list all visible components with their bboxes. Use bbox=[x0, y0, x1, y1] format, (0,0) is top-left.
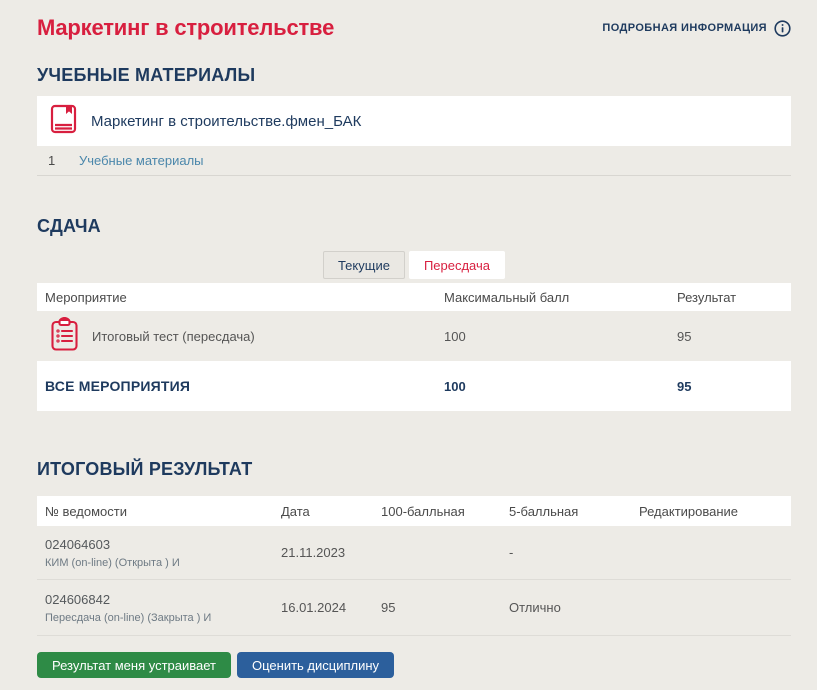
submission-total-row bbox=[37, 361, 791, 411]
materials-card-title: Маркетинг в строительстве.фмен_БАК bbox=[91, 112, 362, 130]
score-100: 95 bbox=[381, 600, 396, 615]
tab-current[interactable]: Текущие bbox=[323, 251, 405, 279]
event-result: 95 bbox=[677, 328, 692, 344]
final-table-header bbox=[37, 496, 791, 526]
ledger-date: 21.11.2023 bbox=[281, 545, 346, 560]
page-title: Маркетинг в строительстве bbox=[37, 15, 335, 40]
col-result: Результат bbox=[677, 289, 737, 305]
total-label: ВСЕ МЕРОПРИЯТИЯ bbox=[45, 378, 191, 394]
col-editing: Редактирование bbox=[639, 503, 739, 519]
ledger-type: Пересдача (on-line) (Закрыта ) И bbox=[45, 611, 212, 624]
col-scale-100: 100-балльная bbox=[381, 503, 465, 519]
accept-result-button[interactable]: Результат меня устраивает bbox=[37, 652, 231, 678]
materials-card[interactable] bbox=[37, 96, 791, 146]
table-row bbox=[37, 580, 791, 636]
clipboard-list-icon bbox=[50, 317, 79, 355]
submission-table bbox=[37, 283, 791, 411]
final-result-heading: ИТОГОВЫЙ РЕЗУЛЬТАТ bbox=[37, 459, 253, 479]
event-max-score: 100 bbox=[444, 328, 466, 344]
score-5: Отлично bbox=[509, 600, 561, 615]
topbar bbox=[37, 0, 791, 41]
col-scale-5: 5-балльная bbox=[509, 503, 579, 519]
table-row bbox=[37, 311, 791, 361]
col-max-score: Максимальный балл bbox=[444, 289, 570, 305]
ledger-type: КИМ (on-line) (Открыта ) И bbox=[45, 556, 180, 569]
tab-retake[interactable]: Пересдача bbox=[409, 251, 505, 279]
materials-heading: УЧЕБНЫЕ МАТЕРИАЛЫ bbox=[37, 65, 256, 85]
info-circle-icon bbox=[774, 20, 791, 37]
rate-discipline-button[interactable]: Оценить дисциплину bbox=[237, 652, 394, 678]
col-date: Дата bbox=[281, 503, 310, 519]
book-icon bbox=[50, 104, 77, 139]
final-result-table bbox=[37, 496, 791, 636]
table-row bbox=[37, 526, 791, 580]
ledger-number: 024064603 bbox=[45, 536, 111, 552]
materials-row-link[interactable]: Учебные материалы bbox=[79, 153, 204, 168]
submission-tabs bbox=[37, 251, 791, 279]
ledger-date: 16.01.2024 bbox=[281, 600, 347, 615]
col-ledger-number: № ведомости bbox=[45, 503, 127, 519]
detailed-info-label: ПОДРОБНАЯ ИНФОРМАЦИЯ bbox=[602, 22, 767, 34]
materials-row bbox=[37, 146, 791, 176]
score-5: - bbox=[509, 545, 514, 560]
ledger-number: 024606842 bbox=[45, 591, 111, 607]
detailed-info-link[interactable] bbox=[602, 20, 791, 37]
total-result: 95 bbox=[677, 378, 692, 394]
submission-table-header bbox=[37, 283, 791, 311]
materials-row-number: 1 bbox=[48, 153, 56, 168]
submission-heading: СДАЧА bbox=[37, 216, 101, 236]
col-event: Мероприятие bbox=[45, 289, 127, 305]
total-max-score: 100 bbox=[444, 378, 466, 394]
event-name[interactable]: Итоговый тест (пересдача) bbox=[92, 328, 255, 344]
action-buttons bbox=[37, 652, 791, 678]
